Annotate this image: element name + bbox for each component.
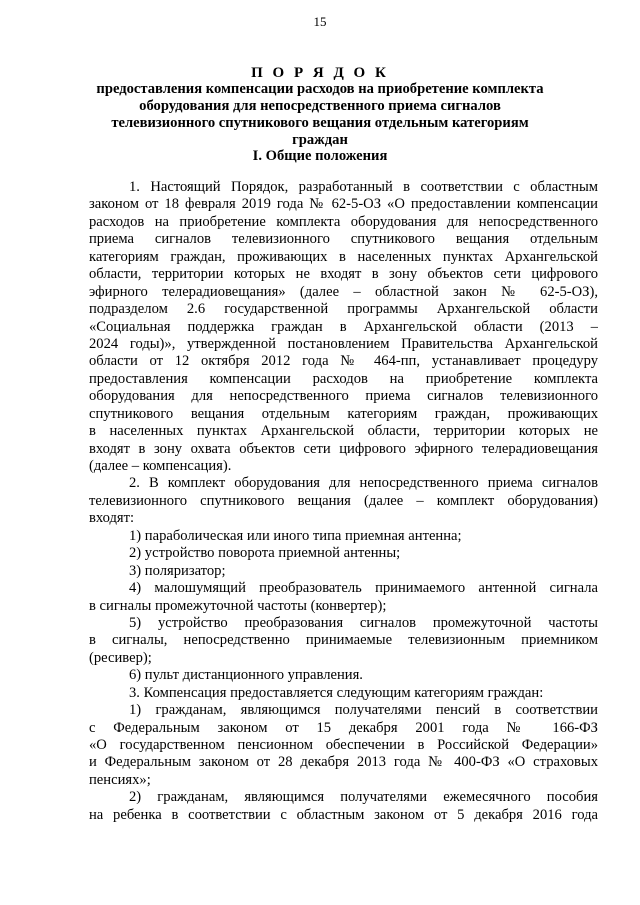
text-line: 3) поляризатор; <box>129 562 226 579</box>
text-line: и Федеральным законом от 28 декабря 2013 года № 400-ФЗ «О страховых <box>89 754 598 771</box>
text-line: 4) малошумящий преобразователь принимаемого антенной сигнала <box>129 580 598 597</box>
text-line: спутникового вещания отдельным категориям граждан, проживающих <box>89 405 598 422</box>
document-subtitle: предоставления компенсации расходов на приобретение комплекта оборудования для непосредственного приема сигналов телевизионного спутникового вещания отдельным категориям граждан <box>96 81 544 148</box>
text-line: входят: <box>89 510 135 527</box>
text-line: с Федеральным законом от 15 декабря 2001 года № 166-ФЗ <box>89 719 598 736</box>
text-line: категориям граждан, проживающих в населенных пунктах Архангельской <box>89 248 598 265</box>
text-line: области от 12 октября 2012 года № 464-пп, устанавливает процедуру <box>89 353 598 370</box>
text-line: 5) устройство преобразования сигналов промежуточной частоты <box>129 614 598 631</box>
text-line: 2) гражданам, являющимся получателями ежемесячного пособия <box>129 789 598 806</box>
text-line: (ресивер); <box>89 649 152 666</box>
text-line: 2) устройство поворота приемной антенны; <box>129 545 401 562</box>
text-line: 3. Компенсация предоставляется следующим категориям граждан: <box>129 684 544 701</box>
text-line: эфирного телерадиовещания» (далее – областной закон № 62-5-ОЗ), <box>89 283 598 300</box>
document-title: П О Р Я Д О К <box>251 65 389 81</box>
text-line: 2. В комплект оборудования для непосредственного приема сигналов <box>129 475 598 492</box>
text-line: законом от 18 февраля 2019 года № 62-5-ОЗ «О предоставлении компенсации <box>89 196 598 213</box>
text-line: 1) параболическая или иного типа приемная антенна; <box>129 527 462 544</box>
text-line: 1) гражданам, являющимся получателями пенсий в соответствии <box>129 702 598 719</box>
text-line: приема сигналов телевизионного спутникового вещания отдельным <box>89 231 598 248</box>
page-number: 15 <box>313 14 327 29</box>
text-line: «О государственном пенсионном обеспечении в Российской Федерации» <box>89 737 598 753</box>
text-line: подразделом 2.6 государственной программы Архангельской области <box>89 301 598 318</box>
text-line: предоставления компенсации расходов на приобретение комплекта <box>89 370 598 387</box>
text-line: пенсиях»; <box>89 771 151 788</box>
text-line: 6) пульт дистанционного управления. <box>129 667 363 684</box>
text-line: в сигналы, непосредственно принимаемые телевизионным приемником <box>89 632 598 649</box>
text-line: входят в зону охвата объектов сети цифрового эфирного телерадиовещания <box>89 440 598 457</box>
text-line: 1. Настоящий Порядок, разработанный в соответствии с областным <box>129 179 598 195</box>
text-line: расходов на приобретение комплекта оборудования для непосредственного <box>89 213 598 230</box>
text-line: телевизионного спутникового вещания (далее – комплект оборудования) <box>89 492 598 509</box>
text-line: (далее – компенсация). <box>89 458 232 474</box>
body-text <box>89 179 598 824</box>
text-line: в населенных пунктах Архангельской области, территории которых не <box>89 423 598 440</box>
text-line: на ребенка в соответствии с областным законом от 5 декабря 2016 года <box>89 806 598 823</box>
text-line: в сигналы промежуточной частоты (конвертер); <box>89 597 387 614</box>
section-heading: I. Общие положения <box>252 148 388 164</box>
text-line: «Социальная поддержка граждан в Архангельской области (2013 – <box>89 318 598 335</box>
text-line: области, территории которых не входят в зону объектов сети цифрового <box>89 266 598 283</box>
text-line: 2024 годы)», утвержденной постановлением Правительства Архангельской <box>89 335 598 352</box>
text-line: оборудования для непосредственного приема сигналов телевизионного <box>89 388 598 405</box>
